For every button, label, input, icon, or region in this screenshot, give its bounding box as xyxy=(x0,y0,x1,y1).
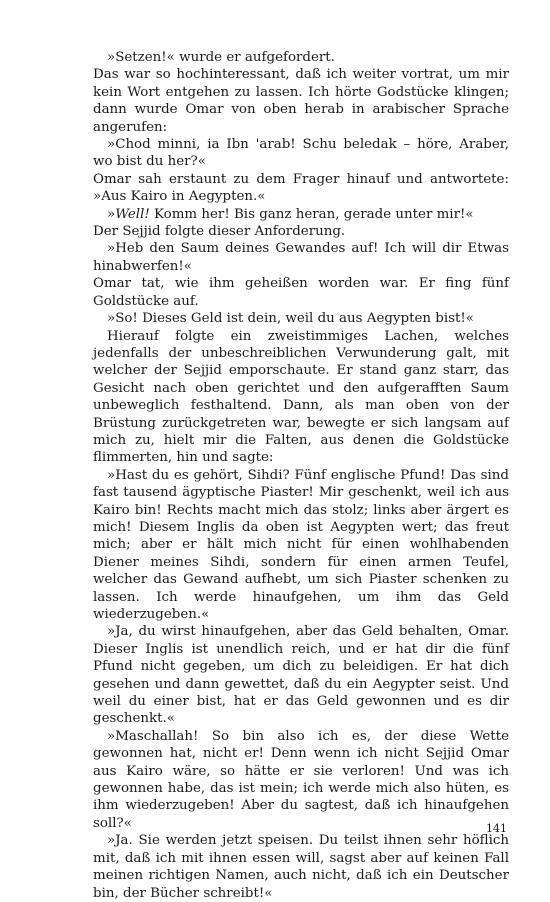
paragraph: »Maschallah! So bin also ich es, der diese Wette gewonnen hat, nicht er! Denn wenn ich nicht Sejjid Omar aus Kairo wäre, so hätte er sie verloren! Und was ich gewonnen habe, das ist mein; ich werde mich also hüten, es ihm wiederzugeben! Aber du sagtest, daß ich hinaufgehen soll?« xyxy=(93,728,509,831)
book-page-text xyxy=(93,49,509,902)
paragraph: »Heb den Saum deines Gewandes auf! Ich will dir Etwas hinabwerfen!« xyxy=(93,241,509,274)
paragraph: Omar sah erstaunt zu dem Frager hinauf und antwortete: »Aus Kairo in Aegypten.« xyxy=(93,171,509,205)
paragraph-well: »Well! Komm her! Bis ganz heran, gerade unter mir!« xyxy=(107,206,474,222)
emphasis-well: Well! xyxy=(115,206,150,222)
paragraph: Omar tat, wie ihm geheißen worden war. Er fing fünf Goldstücke auf. xyxy=(93,276,509,309)
paragraph: Das war so hochinteressant, daß ich weiter vortrat, um mir kein Wort entgehen zu lassen. Ich hörte Godstücke klingen; dann wurde Omar von oben herab in arabischer Sprache angerufen: xyxy=(93,67,509,135)
paragraph: Hierauf folgte ein zweistimmiges Lachen, welches jedenfalls der unbeschreiblichen Verwunderung galt, mit welcher der Sejjid emporschaute. Er stand ganz starr, das Gesicht nach oben gerichtet und den aufgerafften Saum unbeweglich festhaltend. Dann, als man oben von der Brüstung zurückgetreten war, bewegte er sich langsam auf mich zu, hielt mir die Falten, aus denen die Goldstücke flimmerten, hin und sagte: xyxy=(93,328,509,466)
page-number: 141 xyxy=(486,822,507,835)
paragraph: »Setzen!« wurde er aufgefordert. xyxy=(107,50,335,65)
paragraph: »Ja, du wirst hinaufgehen, aber das Geld behalten, Omar. Dieser Inglis ist unendlich reich, und er hat dir die fünf Pfund nicht gegeben, um dich zu beleidigen. Er hat dich gesehen und dann gewettet, daß du ein Aegypter seist. Und weil du einer bist, hat er das Geld gewonnen und es dir geschenkt.« xyxy=(93,624,509,727)
paragraph: »Ja. Sie werden jetzt speisen. Du teilst ihnen sehr höflich mit, daß ich mit ihnen essen will, sagst aber auf keinen Fall meinen richtigen Namen, auch nicht, daß ich ein Deutscher bin, der Bücher schreibt!« xyxy=(93,833,509,901)
paragraph: »So! Dieses Geld ist dein, weil du aus Aegypten bist!« xyxy=(107,311,474,327)
paragraph: »Hast du es gehört, Sihdi? Fünf englische Pfund! Das sind fast tausend ägyptische Piaster! Mir geschenkt, weil ich aus Kairo bin! Rechts macht mich das stolz; links aber ärgert es mich! Diesem Inglis da oben ist Aegypten wert; das freut mich; aber er hält mich nicht für einen wohlhabenden Diener meines Sihdi, sondern für einen armen Teufel, welcher das Gewand aufhebt, um sich Piaster schenken zu lassen. Ich werde hinaufgehen, um ihm das Geld wiederzugeben.« xyxy=(93,467,509,622)
paragraph: Der Sejjid folgte dieser Anforderung. xyxy=(93,224,346,240)
paragraph: »Chod minni, ia Ibn 'arab! Schu beledak – höre, Araber, wo bist du her?« xyxy=(93,137,509,170)
